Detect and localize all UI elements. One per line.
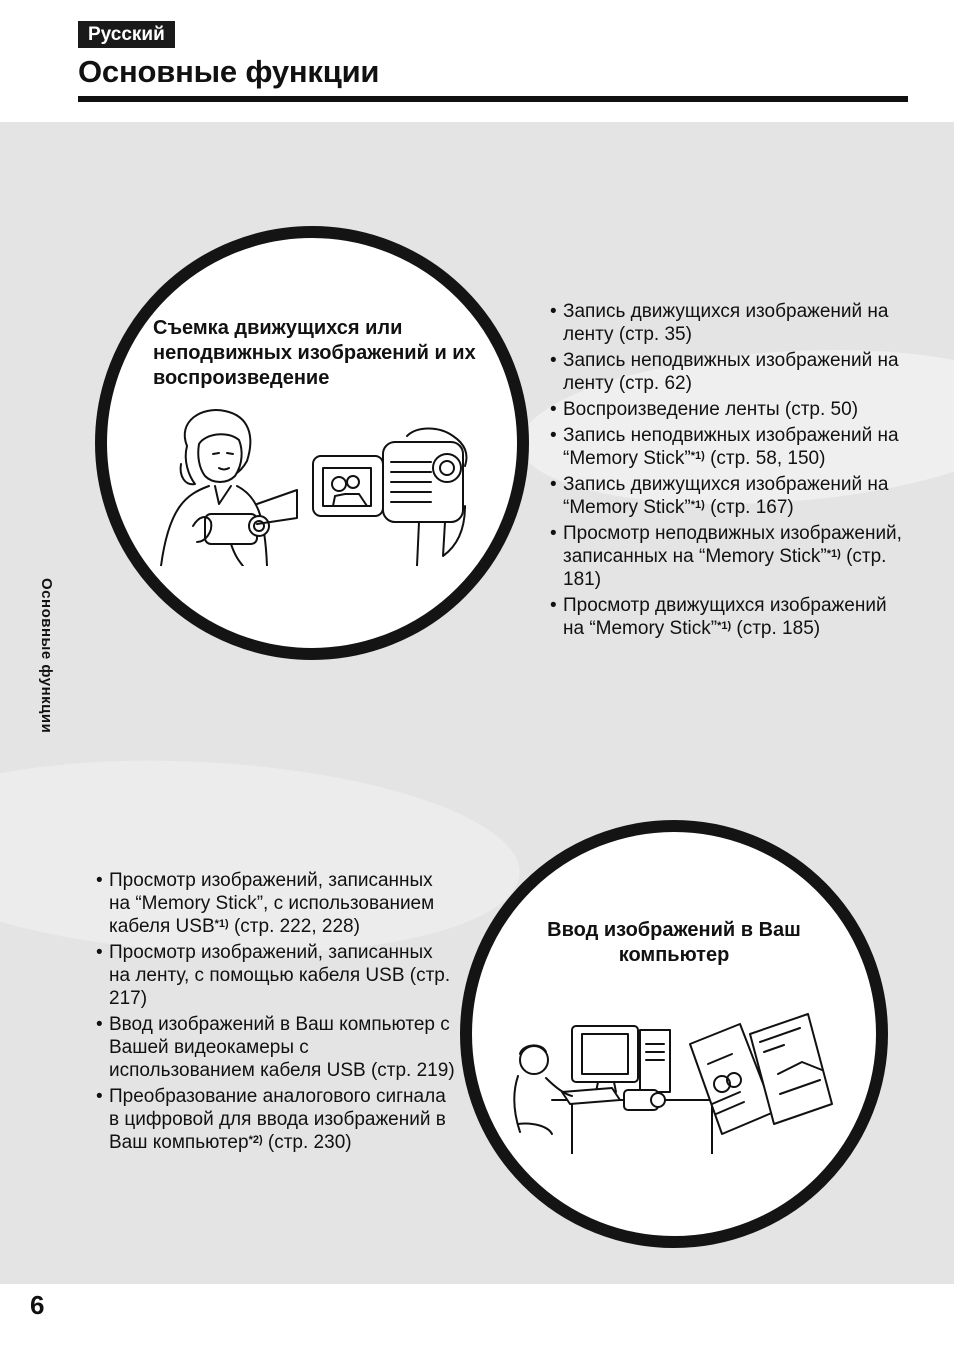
computer-feature-list	[96, 869, 456, 1157]
title-rule	[78, 96, 908, 102]
list-item: • Запись неподвижных изображений на “Memory Stick”$^{*1)}$ (стр. 58, 150)	[550, 424, 910, 470]
list-item: • Просмотр изображений, записанных на ленту, с помощью кабеля USB (стр. 217)	[96, 941, 456, 1010]
capture-circle	[95, 226, 529, 660]
language-tag: Русский	[78, 21, 175, 48]
list-item: • Запись неподвижных изображений на ленту (стр. 62)	[550, 349, 910, 395]
page-number: 6	[30, 1290, 45, 1320]
list-item: • Ввод изображений в Ваш компьютер с Вашей видеокамеры с использованием кабеля USB (стр. 219)	[96, 1013, 456, 1082]
list-item: • Преобразование аналогового сигнала в цифровой для ввода изображений в Ваш компьютер$^{*2)}$ (стр. 230)	[96, 1085, 456, 1154]
person-at-computer-illustration	[512, 1004, 842, 1154]
list-item: • Воспроизведение ленты (стр. 50)	[550, 398, 910, 421]
computer-circle	[460, 820, 888, 1248]
computer-section-title: Ввод изображений в Ваш компьютер	[547, 919, 801, 966]
page-title: Основные функции	[78, 54, 380, 89]
side-section-label: Основные функции	[38, 578, 55, 734]
list-item: • Просмотр изображений, записанных на “Memory Stick”, с использованием кабеля USB$^{*1)}$ (стр. 222, 228)	[96, 869, 456, 938]
list-item: • Запись движущихся изображений на “Memory Stick”$^{*1)}$ (стр. 167)	[550, 473, 910, 519]
capture-section-title: Съемка движущихся или неподвижных изображений и их воспроизведение	[153, 317, 476, 389]
woman-with-camcorder-illustration	[147, 406, 477, 566]
list-item: • Просмотр движущихся изображений на “Memory Stick”$^{*1)}$ (стр. 185)	[550, 594, 910, 640]
list-item: • Запись движущихся изображений на ленту (стр. 35)	[550, 300, 910, 346]
capture-feature-list	[550, 300, 910, 643]
list-item: • Просмотр неподвижных изображений, записанных на “Memory Stick”$^{*1)}$ (стр. 181)	[550, 522, 910, 591]
